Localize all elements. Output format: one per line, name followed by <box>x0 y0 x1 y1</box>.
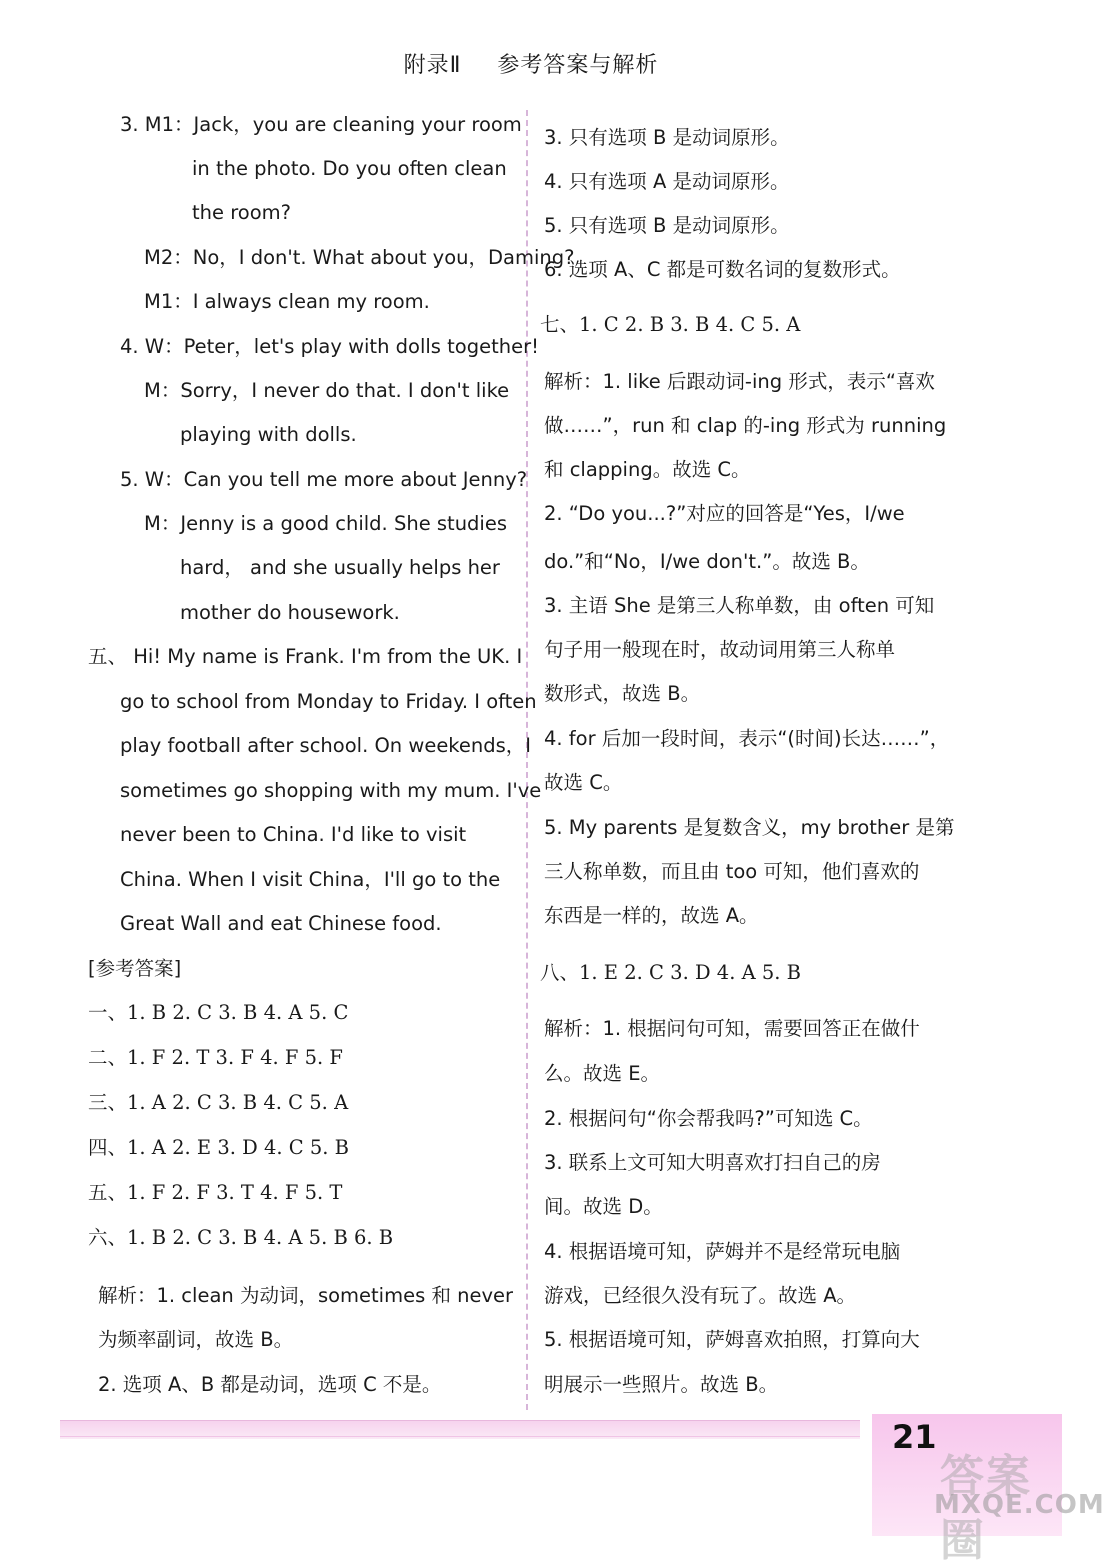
left-line: [参考答案] <box>88 957 182 980</box>
right-line: 5. 根据语境可知，萨姆喜欢拍照，打算向大 <box>544 1328 920 1351</box>
left-line: Great Wall and eat Chinese food. <box>120 912 442 935</box>
watermark-url: MXQE.COM <box>934 1490 1105 1520</box>
left-line: M：Jenny is a good child. She studies <box>144 512 508 535</box>
right-line: 3. 联系上文可知大明喜欢打扫自己的房 <box>544 1151 881 1174</box>
left-line: 解析：1. clean 为动词，sometimes 和 never <box>98 1284 514 1307</box>
right-line: 间。故选 D。 <box>544 1195 663 1218</box>
answer-line: 五、1. F 2. F 3. T 4. F 5. T <box>88 1181 343 1204</box>
right-line: 5. 只有选项 B 是动词原形。 <box>544 214 790 237</box>
page-header <box>0 48 1062 79</box>
answer-line: 六、1. B 2. C 3. B 4. A 5. B 6. B <box>88 1226 394 1249</box>
right-line: 游戏，已经很久没有玩了。故选 A。 <box>544 1284 857 1307</box>
answer-line: 二、1. F 2. T 3. F 4. F 5. F <box>88 1046 343 1069</box>
right-line: 解析：1. like 后跟动词-ing 形式，表示“喜欢 <box>544 370 935 393</box>
right-line: 明展示一些照片。故选 B。 <box>544 1373 779 1396</box>
left-line: M：Sorry，I never do that. I don't like <box>144 379 510 402</box>
answer-line: 三、1. A 2. C 3. B 4. C 5. A <box>88 1091 349 1114</box>
right-line: 句子用一般现在时，故动词用第三人称单 <box>544 638 896 661</box>
right-line: 4. 只有选项 A 是动词原形。 <box>544 170 790 193</box>
left-line: M1：I always clean my room. <box>144 290 430 313</box>
left-line: playing with dolls. <box>180 423 357 446</box>
answer-line: 一、1. B 2. C 3. B 4. A 5. C <box>88 1001 349 1024</box>
right-line: 5. My parents 是复数含义，my brother 是第 <box>544 816 955 839</box>
right-line: 三人称单数，而且由 too 可知，他们喜欢的 <box>544 860 920 883</box>
right-line: 么。故选 E。 <box>544 1062 661 1085</box>
right-line: 和 clapping。故选 C。 <box>544 458 751 481</box>
header-appendix: 附录Ⅱ <box>403 53 462 78</box>
left-line: sometimes go shopping with my mum. I've <box>120 779 542 802</box>
left-line: mother do housework. <box>180 601 400 624</box>
right-line: 做……”，run 和 clap 的-ing 形式为 running <box>544 414 947 437</box>
left-line: 为频率副词，故选 B。 <box>98 1328 294 1351</box>
left-line: in the photo. Do you often clean <box>192 157 507 180</box>
left-line: never been to China. I'd like to visit <box>120 823 467 846</box>
right-line: 6. 选项 A、C 都是可数名词的复数形式。 <box>544 258 901 281</box>
answer-line: 八、1. E 2. C 3. D 4. A 5. B <box>540 961 802 984</box>
right-line: 2. “Do you...?”对应的回答是“Yes，I/we <box>544 502 905 525</box>
column-divider <box>526 110 528 1410</box>
right-line: 数形式，故选 B。 <box>544 682 701 705</box>
header-title: 参考答案与解析 <box>497 53 659 78</box>
right-line: do.”和“No，I/we don't.”。故选 B。 <box>544 550 870 573</box>
answer-line: 四、1. A 2. E 3. D 4. C 5. B <box>88 1136 350 1159</box>
answer-line: 七、1. C 2. B 3. B 4. C 5. A <box>540 313 801 336</box>
right-line: 解析：1. 根据问句可知，需要回答正在做什 <box>544 1017 920 1040</box>
right-line: 4. for 后加一段时间，表示“(时间)长达……”， <box>544 727 950 750</box>
left-line: hard， and she usually helps her <box>180 556 500 579</box>
left-line: China. When I visit China，I'll go to the <box>120 868 501 891</box>
footer-rule <box>60 1436 860 1437</box>
right-line: 故选 C。 <box>544 771 623 794</box>
watermark-logo: 答案圈 <box>940 1451 1032 1566</box>
left-line: 2. 选项 A、B 都是动词，选项 C 不是。 <box>98 1373 442 1396</box>
left-line: play football after school. On weekends，I <box>120 734 532 757</box>
right-line: 3. 主语 She 是第三人称单数，由 often 可知 <box>544 594 935 617</box>
right-line: 2. 根据问句“你会帮我吗?”可知选 C。 <box>544 1107 873 1130</box>
left-line: M2：No，I don't. What about you，Daming? <box>144 246 575 269</box>
left-line: go to school from Monday to Friday. I often <box>120 690 537 713</box>
right-line: 3. 只有选项 B 是动词原形。 <box>544 126 790 149</box>
left-line: 3. M1：Jack，you are cleaning your room <box>120 113 522 136</box>
left-line: 4. W：Peter，let's play with dolls together! <box>120 335 539 358</box>
left-line: 五、 Hi! My name is Frank. I'm from the UK. I <box>88 645 523 668</box>
left-line: the room? <box>192 201 291 224</box>
left-line: 5. W：Can you tell me more about Jenny? <box>120 468 528 491</box>
right-line: 东西是一样的，故选 A。 <box>544 904 759 927</box>
page-number: 21 <box>892 1418 937 1456</box>
right-line: 4. 根据语境可知，萨姆并不是经常玩电脑 <box>544 1240 901 1263</box>
